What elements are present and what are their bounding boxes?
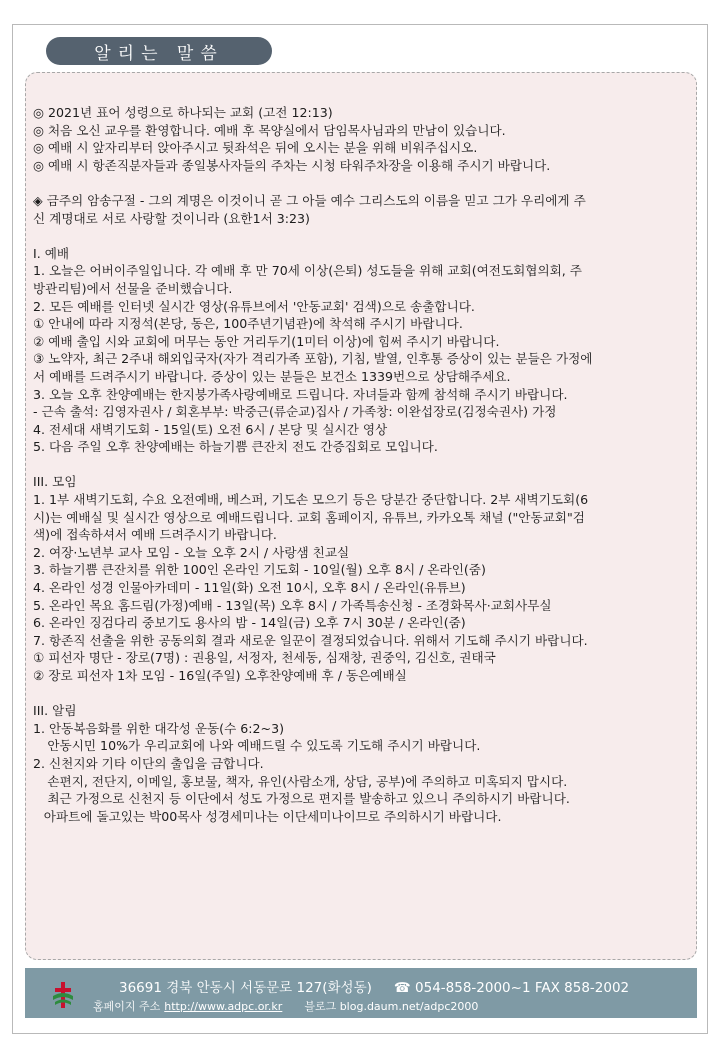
announcement-line: ◈ 금주의 암송구절 - 그의 계명은 이것이니 곧 그 아들 예수 그리스도의 이름을 믿고 그가 우리에게 주 — [33, 192, 586, 208]
blank-line — [33, 227, 689, 245]
announcement-line: 1. 안동복음화를 위한 대각성 운동(수 6:2~3) — [33, 720, 285, 736]
announcement-line: 손편지, 전단지, 이메일, 홍보물, 책자, 유인(사람소개, 상담, 공부)에 주의하고 미혹되지 맙시다. — [47, 773, 568, 789]
announcement-line: 최근 가정으로 신천지 등 이단에서 성도 가정으로 편지를 발송하고 있으니 주의하시기 바랍니다. — [47, 791, 570, 807]
announcement-line: III. 모임 — [33, 474, 77, 490]
announcement-line: 3. 하늘기쁨 큰잔치를 위한 100인 온라인 기도회 - 10일(월) 오후 8시 / 온라인(줌) — [33, 562, 486, 578]
announcement-line: 4. 전세대 새벽기도회 - 15일(토) 오전 6시 / 본당 및 실시간 영상 — [33, 421, 388, 437]
homepage-label: 홈페이지 주소 — [93, 1000, 161, 1013]
announcement-line: 5. 온라인 목요 홈드림(가정)예배 - 13일(목) 오후 8시 / 가족특송신청 - 조경화목사·교회사무실 — [33, 597, 552, 613]
announcement-line: ③ 노약자, 최근 2주내 해외입국자(자가 격리가족 포함), 기침, 발열, 인후통 증상이 있는 분들은 가정에 — [33, 351, 593, 367]
announcement-line: ◎ 예배 시 항존직분자들과 종일봉사자들의 주차는 시청 타워주차장을 이용해 주시기 바랍니다. — [33, 157, 551, 173]
announcement-line: 1. 오늘은 어버이주일입니다. 각 예배 후 만 70세 이상(은퇴) 성도들을 위해 교회(여전도회협의회, 주 — [33, 263, 582, 279]
announcement-line: 2. 여장·노년부 교사 모임 - 오늘 오후 2시 / 사랑샘 친교실 — [33, 544, 350, 560]
announcement-line: ① 피선자 명단 - 장로(7명) : 권용일, 서정자, 천세동, 심재창, 권중익, 김신호, 권태국 — [33, 650, 496, 666]
announcement-line: III. 알림 — [33, 703, 77, 719]
announcement-line: 2. 모든 예배를 인터넷 실시간 영상(유튜브에서 '안동교회' 검색)으로 송출합니다. — [33, 298, 475, 314]
blog-address: 블로그 blog.daum.net/adpc2000 — [304, 1000, 479, 1013]
announcement-line: 방관리팀)에서 선물을 준비했습니다. — [33, 280, 233, 296]
announcement-line: 5. 다음 주일 오후 찬양예배는 하늘기쁨 큰잔치 전도 간증집회로 모입니다. — [33, 439, 438, 455]
announcement-line: ① 안내에 따라 지정석(본당, 동은, 100주년기념관)에 착석해 주시기 바랍니다. — [33, 316, 463, 332]
announcement-line: ② 장로 피선자 1차 모임 - 16일(주일) 오후찬양예배 후 / 동은예배실 — [33, 668, 407, 683]
announcement-line: ② 예배 출입 시와 교회에 머무는 동안 거리두기(1미터 이상)에 힘써 주시기 바랍니다. — [33, 333, 500, 349]
announcement-line: - 근속 출석: 김영자권사 / 회혼부부: 박중근(류순교)집사 / 가족창: 이완섭장로(김정숙권사) 가정 — [33, 404, 557, 420]
announcement-line: 시)는 예배실 및 실시간 영상으로 예배드립니다. 교회 홈페이지, 유튜브, 카카오톡 채널 ("안동교회"검 — [33, 509, 585, 525]
section-title: 알리는 말씀 — [46, 37, 272, 65]
announcement-line: 3. 오늘 오후 찬양예배는 한지붕가족사랑예배로 드립니다. 자녀들과 함께 참석해 주시기 바랍니다. — [33, 386, 568, 402]
announcement-line: 서 예배를 드려주시기 바랍니다. 증상이 있는 분들은 보건소 1339번으로 상담해주세요. — [33, 368, 511, 384]
blank-line — [33, 174, 689, 192]
announcement-line: 7. 항존직 선출을 위한 공동의회 결과 새로운 일꾼이 결정되었습니다. 위해서 기도해 주시기 바랍니다. — [33, 632, 588, 648]
announcement-content — [33, 104, 689, 825]
announcement-line: 안동시민 10%가 우리교회에 나와 예배드릴 수 있도록 기도해 주시기 바랍니다. — [47, 738, 481, 754]
announcement-line: ◎ 예배 시 앞자리부터 앉아주시고 뒷좌석은 뒤에 오시는 분을 위해 비워주십시오. — [33, 140, 478, 156]
announcement-line: 2. 신천지와 기타 이단의 출입을 금합니다. — [33, 755, 264, 771]
announcement-line: 6. 온라인 징검다리 중보기도 용사의 밤 - 14일(금) 오후 7시 30분 / 온라인(줌) — [33, 615, 466, 631]
announcement-line: 색)에 접속하셔서 예배 드려주시기 바랍니다. — [33, 527, 277, 543]
footer-contact — [119, 976, 629, 996]
footer-web — [93, 998, 478, 1014]
blank-line — [33, 456, 689, 474]
announcement-line: 아파트에 돌고있는 박00목사 성경세미나는 이단세미나이므로 주의하시기 바랍니다. — [43, 808, 502, 824]
announcement-line: ◎ 처음 오신 교우를 환영합니다. 예배 후 목양실에서 담임목사님과의 만남이 있습니다. — [33, 122, 506, 138]
homepage-link[interactable]: http://www.adpc.or.kr — [164, 1000, 283, 1013]
announcement-line: 4. 온라인 성경 인물아카데미 - 11일(화) 오전 10시, 오후 8시 / 온라인(유튜브) — [33, 580, 466, 596]
blank-line — [33, 685, 689, 703]
church-logo-icon — [51, 980, 75, 1010]
announcement-line: 1. 1부 새벽기도회, 수요 오전예배, 베스퍼, 기도손 모으기 등은 당분간 중단합니다. 2부 새벽기도회(6 — [33, 492, 589, 508]
footer-phone: ☎ 054-858-2000~1 FAX 858-2002 — [393, 980, 630, 996]
announcement-line: ◎ 2021년 표어 성령으로 하나되는 교회 (고전 12:13) — [33, 105, 333, 120]
footer — [25, 968, 697, 1018]
footer-address: 36691 경북 안동시 서동문로 127(화성동) — [119, 980, 372, 996]
announcement-line: 신 계명대로 서로 사랑할 것이니라 (요한1서 3:23) — [33, 210, 310, 226]
announcement-line: I. 예배 — [33, 245, 70, 261]
